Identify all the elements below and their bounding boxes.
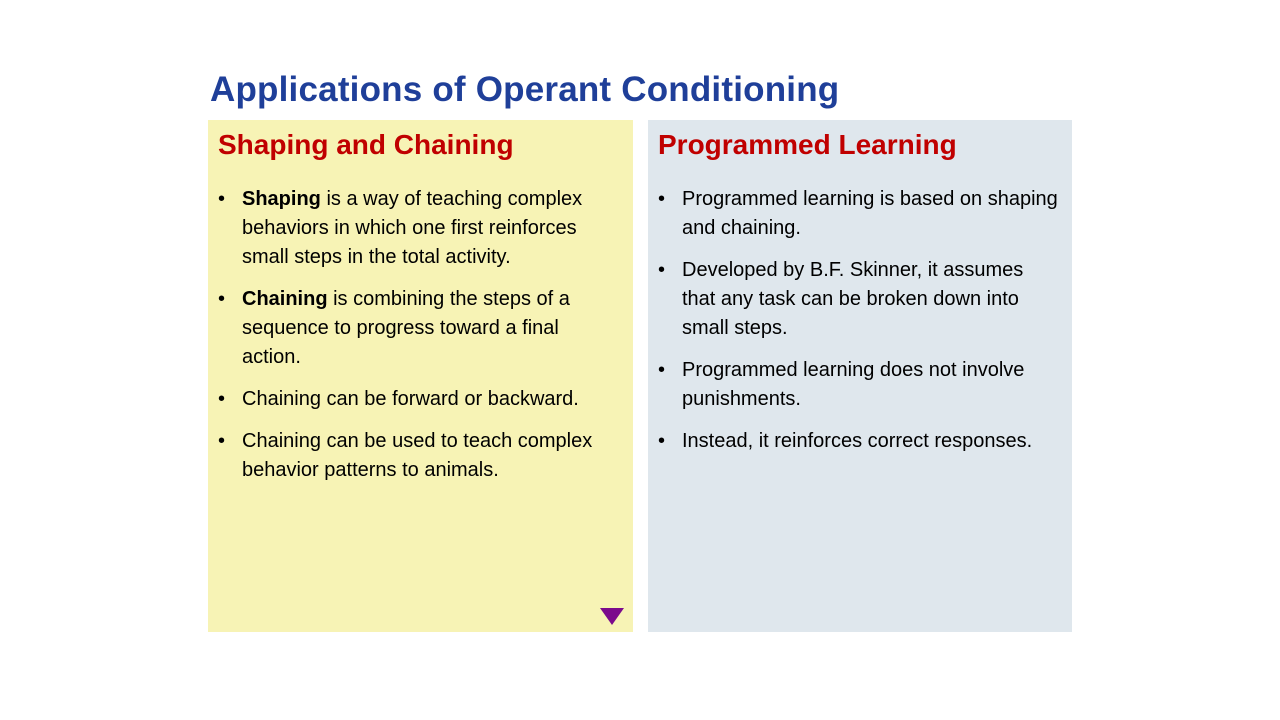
bullet-term: Shaping xyxy=(242,188,321,210)
programmed-learning-panel xyxy=(648,120,1072,632)
bullet-item xyxy=(658,185,1062,243)
panel-heading: Programmed Learning xyxy=(658,129,957,160)
bullet-item xyxy=(658,256,1062,343)
bullet-text: Chaining can be forward or backward. xyxy=(242,388,579,410)
bullet-item xyxy=(218,427,623,485)
bullet-item xyxy=(218,185,623,272)
bullet-text: Instead, it reinforces correct responses. xyxy=(682,430,1033,452)
bullet-text: Chaining can be used to teach complex behavior patterns to animals. xyxy=(242,430,593,481)
bullet-item xyxy=(658,356,1062,414)
bullet-term: Chaining xyxy=(242,288,328,310)
bullet-text: Programmed learning is based on shaping and chaining. xyxy=(682,188,1058,239)
shaping-chaining-panel xyxy=(208,120,633,632)
bullet-text: is combining the steps of a sequence to progress toward a final action. xyxy=(242,288,570,368)
bullet-text: Programmed learning does not involve punishments. xyxy=(682,359,1025,410)
bullet-text: is a way of teaching complex behaviors in which one first reinforces small steps in the total activity. xyxy=(242,188,583,268)
panel-heading: Shaping and Chaining xyxy=(218,129,514,160)
bullet-item xyxy=(218,385,623,414)
triangle-down-icon[interactable] xyxy=(600,608,624,625)
slide-title: Applications of Operant Conditioning xyxy=(210,70,840,109)
bullet-list xyxy=(218,185,623,485)
bullet-item xyxy=(218,285,623,372)
bullet-list xyxy=(658,185,1062,456)
bullet-text: Developed by B.F. Skinner, it assumes that any task can be broken down into small steps. xyxy=(682,259,1024,339)
bullet-item xyxy=(658,427,1062,456)
